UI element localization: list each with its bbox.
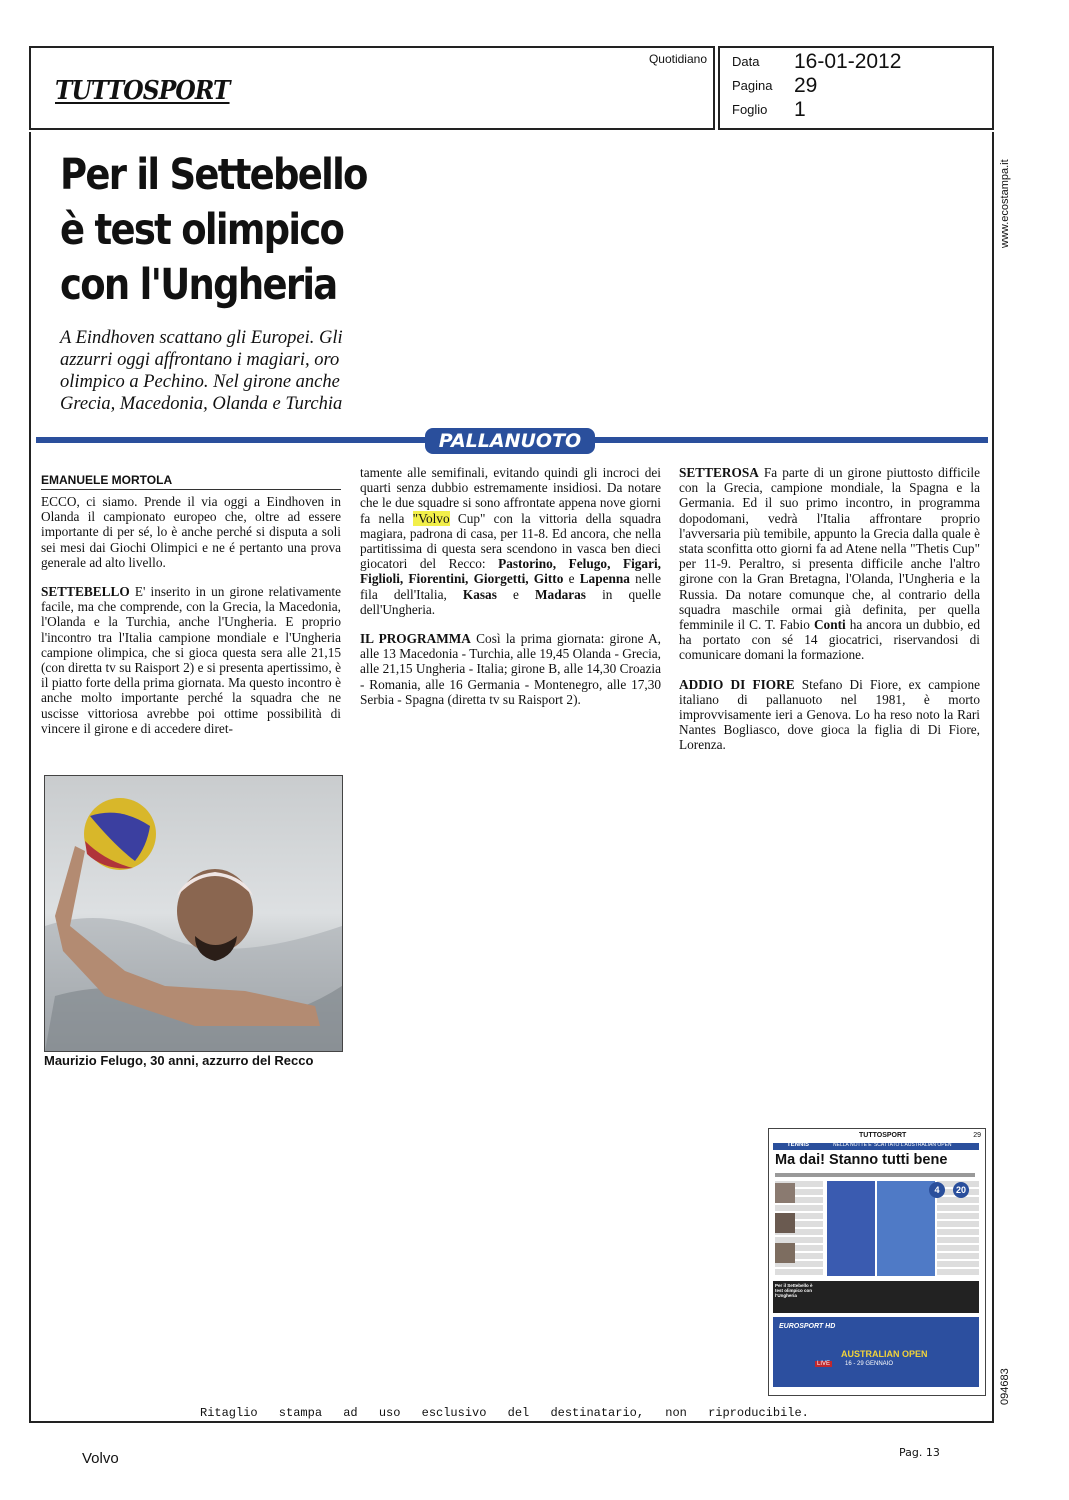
paragraph: SETTEROSA Fa parte di un girone piuttosto difficile con la Grecia, campione mondiale, la Spagna e la Germania. Ed il suo primo incontro, in programma dopodomani, vedrà l'Italia affrontare proprio l'avversaria più temibile, appunto la Grecia dalla quale è stata sconfitta otto giorni fa ad Atene nella "Thetis Cup" per 11-9. Peraltro, si presenta difficile anche l'altro girone con la Gran Bretagna, l'Olanda, l'Ungheria e la Russia. Da notare comunque che, al contrario della squadra maschile ormai già definita, per quella femminile il C. T. Fabio Conti ha ancora un dubbio, ed ha portato con sé 14 giocatrici, riservandosi di comunicare domani la formazione. xyxy=(679,465,980,663)
section-badge: PALLANUOTO xyxy=(425,428,595,454)
page-thumbnail xyxy=(768,1128,986,1396)
thumb-masthead: TUTTOSPORT xyxy=(859,1132,907,1139)
meta-value-sheet: 1 xyxy=(794,98,806,121)
paragraph-lead: SETTEROSA xyxy=(679,465,759,480)
player-photo xyxy=(44,775,343,1052)
headline-line-3: con l'Ungheria xyxy=(60,260,337,310)
thumb-ad xyxy=(773,1317,979,1387)
column-3 xyxy=(679,465,980,767)
headline xyxy=(60,148,387,313)
headline-line-1: Per il Settebello xyxy=(60,150,367,200)
meta-value-date: 16-01-2012 xyxy=(794,50,902,73)
newspaper-logo: TUTTOSPORT xyxy=(55,76,230,106)
meta-label-page: Pagina xyxy=(732,78,773,93)
column-2 xyxy=(360,465,661,721)
publication-type: Quotidiano xyxy=(648,52,707,66)
thumb-ad-live: LIVE xyxy=(817,1361,831,1367)
thumb-page: 29 xyxy=(973,1132,981,1139)
page-number: Pag. 13 xyxy=(899,1446,940,1459)
highlighted-keyword: "Volvo xyxy=(412,510,450,526)
thumb-headline: Ma dai! Stanno tutti bene xyxy=(775,1152,948,1168)
thumb-ad-dates: 16 - 29 GENNAIO xyxy=(845,1361,894,1367)
meta-label-sheet: Foglio xyxy=(732,102,768,117)
meta-label-date: Data xyxy=(732,54,760,69)
thumb-ad-title: AUSTRALIAN OPEN xyxy=(841,1349,928,1359)
headline-line-2: è test olimpico xyxy=(60,205,344,255)
thumb-badge: 20 xyxy=(953,1182,969,1198)
client-name: Volvo xyxy=(82,1450,119,1467)
thumb-kicker-2: NELLA NOTTE E' SCATTATO L'AUSTRALIAN OPEN xyxy=(833,1142,952,1148)
thumb-face xyxy=(775,1243,795,1263)
thumb-mini-headline: Per il Settebello è test olimpico con l'Ungheria xyxy=(775,1283,813,1298)
thumb-photo-right xyxy=(877,1181,935,1276)
byline: EMANUELE MORTOLA xyxy=(41,473,341,490)
thumb-face xyxy=(775,1183,795,1203)
thumb-photo-left xyxy=(827,1181,875,1276)
paragraph: ADDIO DI FIORE Stefano Di Fiore, ex campione italiano di pallanuoto nel 1981, è morto improvvisamente ieri a Genova. Lo ha reso noto la Rari Nantes Bogliasco, dove gioca la figlia di Di Fiore, Lorenza. xyxy=(679,676,980,753)
paragraph: SETTEBELLO E' inserito in un girone relativamente facile, ma che comprende, con la Grecia, la Macedonia, l'Olanda e la Turchia, anche l'Ungheria. E proprio l'incontro tra l'Italia campione mondiale e l'Ungheria campione olimpica, che si gioca questa sera alle 21,15 (con diretta tv su Raisport 2) e si presenta apertissimo, è il piatto forte della prima giornata. Ma questo incontro è anche molto importante perché la squadra che ne uscisse vittoriosa avrebbe poi ottime possibilità di vincere il girone e di accedere diret- xyxy=(41,584,341,736)
paragraph: IL PROGRAMMA Così la prima giornata: girone A, alle 13 Macedonia - Turchia, alle 19,45 Olanda - Grecia, alle 21,15 Ungheria - Italia; girone B, alle 14,30 Croazia - Romania, alle 16 Germania - Montenegro, alle 17,30 Serbia - Spagna (diretta tv su Raisport 2). xyxy=(360,631,661,707)
paragraph: tamente alle semifinali, evitando quindi gli incroci dei quarti senza dubbio estremamente insidiosi. Da notare che le due squadre si sono affrontate appena nove giorni fa nella "Volvo Cup" con la vittoria della squadra magiara, padrona di casa, per 11-8. Ed ancora, che nella partitissima di questa sera scendono in vasca ben dieci giocatori del Recco: Pastorino, Felugo, Figari, Figlioli, Fiorentini, Giorgetti, Gitto e Lapenna nelle fila dell'Italia, Kasas e Madaras in quelle dell'Ungheria. xyxy=(360,465,662,617)
clipping-meta xyxy=(718,46,994,130)
thumb-kicker: TENNIS xyxy=(787,1142,810,1148)
water-polo-image xyxy=(45,776,342,1051)
subtitle: A Eindhoven scattano gli Europei. Gli azzurri oggi affrontano i magiari, oro olimpico a Pechino. Nel girone anche Grecia, Macedonia, Olanda e Turchia xyxy=(60,328,343,414)
thumb-kicker-bar xyxy=(773,1143,979,1150)
paragraph: ECCO, ci siamo. Prende il via oggi a Eindhoven in Olanda il campionato europeo che, oltre ad essere importante di per sé, lo è anche perché si disputa a soli sei mesi dai Giochi Olimpici e ne é pertanto una prova generale ad alto livello. xyxy=(41,494,341,570)
clipping-notice: Ritaglio stampa ad uso esclusivo del destinatario, non riproducibile. xyxy=(200,1406,809,1420)
column-1 xyxy=(41,494,341,750)
source-site: www.ecostampa.it xyxy=(999,159,1011,248)
photo-caption: Maurizio Felugo, 30 anni, azzurro del Recco xyxy=(44,1053,314,1068)
thumb-ad-brand: EUROSPORT HD xyxy=(779,1323,836,1330)
masthead xyxy=(29,46,715,130)
paragraph-lead: IL PROGRAMMA xyxy=(360,631,471,647)
clipping-code: 094683 xyxy=(999,1368,1011,1405)
thumb-deck xyxy=(775,1173,975,1177)
meta-value-page: 29 xyxy=(794,74,818,97)
thumb-face xyxy=(775,1213,795,1233)
paragraph-lead: ADDIO DI FIORE xyxy=(679,676,795,692)
paragraph-lead: SETTEBELLO xyxy=(41,584,130,600)
thumb-badge: 4 xyxy=(929,1182,945,1198)
